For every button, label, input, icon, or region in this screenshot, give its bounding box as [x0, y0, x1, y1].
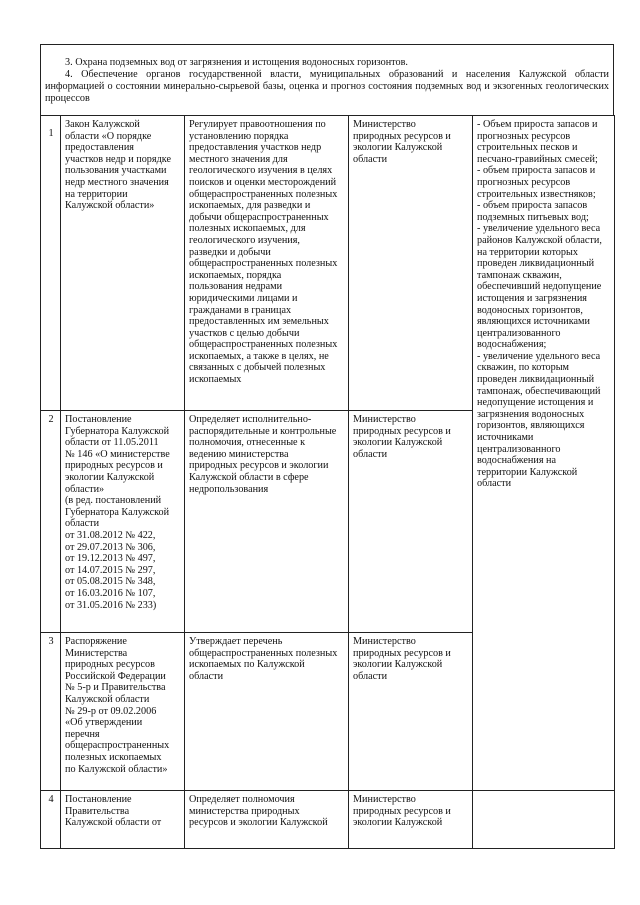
- executor-cell: Министерство природных ресурсов и экологии Калужской области: [349, 411, 473, 633]
- goal-item-3: 3. Охрана подземных вод от загрязнения и истощения водоносных горизонтов.: [65, 57, 408, 68]
- legal-act-cell: Постановление Правительства Калужской области от: [61, 791, 185, 849]
- goals-continuation-box: [40, 44, 614, 115]
- legal-act-cell: Постановление Губернатора Калужской области от 11.05.2011 № 146 «О министерстве природных ресурсов и экологии Калужской области» (в ред. постановлений Губернатора Калужской области от 31.08.2012 № 422, от 29.07.2013 № 306, от 19.12.2013 № 497, от 14.07.2015 № 297, от 05.08.2015 № 348, от 16.03.2016 № 107, от 31.05.2016 № 233): [61, 411, 185, 633]
- purpose-cell: Определяет исполнительно- распорядительные и контрольные полномочия, отнесенные к ведению министерства природных ресурсов и экологии Калужской области в сфере недропользования: [185, 411, 349, 633]
- purpose-cell: Определяет полномочия министерства природных ресурсов и экологии Калужской: [185, 791, 349, 849]
- row-number: 1: [41, 116, 61, 411]
- purpose-cell: Регулирует правоотношения по установлению порядка предоставления участков недр местного значения для геологического изучения в целях поисков и оценки месторождений общераспространенных полезных ископаемых, для разведки и добычи общераспространенных полезных ископаемых, для геологического изучения, разведки и добычи общераспространенных полезных ископаемых, порядка пользования недрами юридическими лицами и гражданами в границах предоставленных им земельных участков с целью добычи общераспространенных полезных ископаемых, а также в целях, не связанных с добычей полезных ископаемых: [185, 116, 349, 411]
- executor-cell: Министерство природных ресурсов и экологии Калужской области: [349, 116, 473, 411]
- row-number: 2: [41, 411, 61, 633]
- executor-cell: Министерство природных ресурсов и экологии Калужской: [349, 791, 473, 849]
- row-number: 4: [41, 791, 61, 849]
- goal-item-4: 4. Обеспечение органов государственной власти, муниципальных образований и населения Калужской области информацией о состоянии минерально-сырьевой базы, оценка и прогноз состояния подземных вод и экзогенных геологических процессов: [45, 69, 609, 104]
- purpose-cell: Утверждает перечень общераспространенных полезных ископаемых по Калужской области: [185, 633, 349, 791]
- table-row: [41, 791, 615, 849]
- results-cell-empty: [473, 791, 615, 849]
- results-cell: - Объем прироста запасов и прогнозных ресурсов строительных песков и песчано-гравийных смесей; - объем прироста запасов и прогнозных ресурсов строительных известняков; - объем прироста запасов подземных питьевых вод; - увеличение удельного веса районов Калужской области, на территории которых проведен ликвидационный тампонаж скважин, обеспечивший недопущение истощения и загрязнения водоносных горизонтов, являющихся источниками централизованного водоснабжения; - увеличение удельного веса скважин, по которым проведен ликвидационный тампонаж, обеспечивающий недопущение истощения и загрязнения водоносных горизонтов, являющихся источниками централизованного водоснабжения на территории Калужской области: [473, 116, 615, 791]
- regulation-table: [40, 115, 615, 849]
- legal-act-cell: Закон Калужской области «О порядке предоставления участков недр и порядке пользования участками недр местного значения на территории Калужской области»: [61, 116, 185, 411]
- executor-cell: Министерство природных ресурсов и экологии Калужской области: [349, 633, 473, 791]
- legal-act-cell: Распоряжение Министерства природных ресурсов Российской Федерации № 5-р и Правительства Калужской области № 29-р от 09.02.2006 «Об утверждении перечня общераспространенных полезных ископаемых по Калужской области»: [61, 633, 185, 791]
- row-number: 3: [41, 633, 61, 791]
- table-row: [41, 116, 615, 411]
